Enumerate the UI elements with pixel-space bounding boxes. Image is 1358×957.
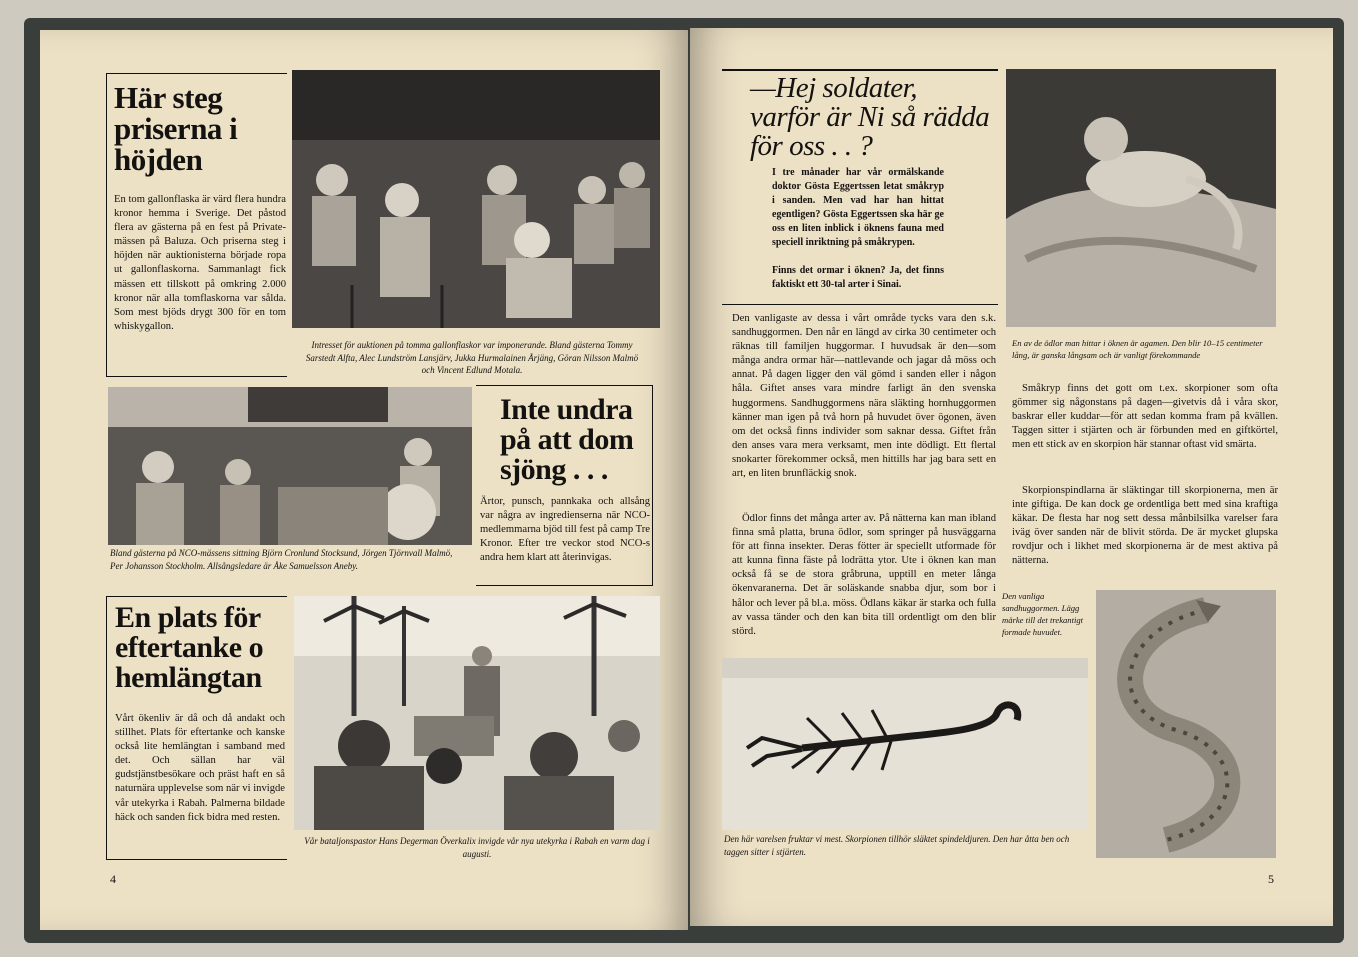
article-2-headline: Inte undra på att dom sjöng . . . (500, 393, 634, 486)
main-headline: —Hej soldater, varför är Ni så rädda för oss . . ? (750, 72, 990, 162)
body-col1-p1: Den vanligaste av dessa i vårt område tycks vara den s.k. sandhuggormen. Den når en längd av cirka 30 centimeter och räknas till familjen huggormar. I huvudsak är den—som många andra ormar här—nattlevande och jagar då möss och annat. På dagen ligger den väl gömd i sanden eller i någon håla. Giftet anses vara mindre farligt än den svenska huggormens. Sandhuggormens nära släkting hornhuggormen känner man igen på två horn på huvudet över ögonen, även om det också finns individer som saknar dessa. Giftet från den anses vara mera verksamt, men inte dödligt. Ett flertal snokarter förekommer också, men hittills har jag bara sett en art, en liten brunfläckig snok. (732, 313, 996, 480)
body-col1-p2: Ödlor finns det många arter av. På nätterna kan man ibland finna små platta, bruna ödlor, som springer på husväggarna för att finna insekter. Deras fötter är speciellt utformade för att kunna finna fäste på lodrätta ytor. Ute i öknen kan man också få se de stora gråbruna, upptill en meter långa ökenvaranerna. Det är soläskande snabba djur, som bor i hålor och lever på bl.a. möss. Ödlans käkar är starka och fulla av vassa tänder och den kan bita till ordentligt om den blir störd. (732, 513, 996, 637)
outdoor-church-photo (294, 596, 660, 830)
article-2-body: Ärtor, punsch, pannkaka och allsång var några av ingredienserna när NCO-medlemmarna bjöd till fest på camp Tre Kronor. Efter tre veckor stod NCO-s andra hem klart att återinvigas. (480, 496, 650, 564)
body-col2-p2: Skorpionspindlarna är släktingar till skorpionerna, men är inte giftiga. De kan dock ge ordentliga bett med sina kraftiga käkar. De flesta har nog sett dessa månbilsilka varelser fara iväg över sanden när de blivit störda. De är mycket glupska rovdjur och i likhet med skorpionerna är de mest aktiva på nätterna. (1012, 485, 1278, 567)
lead-bottom-rule (722, 304, 998, 305)
article-3-body: Vårt ökenliv är då och då andakt och stillhet. Plats för eftertanke och kanske också lite hemlängtan i samband med det. Och sällan har väl gudstjänstbesökare och präst haft en så naturnära upplevelse som när vi invigde vår utekyrka i Rabah. Palmerna bildade häck och sanden fick bidra med resten. (115, 713, 285, 823)
lizard-photo (1006, 69, 1276, 327)
scorpion-caption: Den här varelsen fruktar vi mest. Skorpionen tillhör släktet spindeldjuren. Den har åtta ben och taggen sitter i stjärten. (724, 834, 1070, 857)
article-3-headline: En plats för eftertanke o hemlängtan (115, 601, 264, 694)
nco-mess-caption: Bland gästerna på NCO-mässens sittning Björn Cronlund Stocksund, Jörgen Tjörnvall Malmö, Per Johansson Stockholm. Allsångsledare är Åke Samuelsson Aneby. (110, 548, 453, 571)
left-page (40, 30, 688, 930)
nco-mess-photo (108, 387, 472, 545)
lead-text-2: Finns det ormar i öknen? Ja, det finns faktiskt ett 30-tal arter i Sinai. (772, 265, 944, 290)
auction-photo (292, 70, 660, 328)
body-col2-p1: Småkryp finns det gott om t.ex. skorpioner som ofta gömmer sig någonstans på dagen—givetvis då i våra skor, baskrar eller kuddar—för att sedan komma fram på kvällen. Taggen sitter i stjärten och är förbunden med en giftkörtel, men ett stick av en skorpion här stannar oftast vid smärta. (1012, 383, 1278, 451)
article-1-headline: Här steg priserna i höjden (114, 80, 238, 177)
auction-caption: Intresset för auktionen på tomma gallonflaskor var imponerande. Bland gästerna Tommy Sarstedt Alfta, Alec Lundström Lansjärv, Jukka Hurmalainen Årjäng, Göran Nilsson Malmö och Vincent Edlund Motala. (305, 340, 639, 375)
lizard-caption: En av de ödlor man hittar i öknen är agamen. Den blir 10–15 centimeter lång, är ganska långsam och är vanligt förekommande (1012, 338, 1263, 360)
snake-photo (1096, 590, 1276, 858)
lead-text: I tre månader har vår ormälskande doktor Gösta Eggertssen letat småkryp i sanden. Men vad har han hittat egentligen? Gösta Eggertssen ska här ge oss en liten inblick i öknens fauna med speciell inriktning på småkrypen. (772, 167, 944, 248)
headline-top-rule (722, 69, 998, 71)
page-number-right: 5 (1268, 872, 1274, 886)
article-1-body: En tom gallonflaska är värd flera hundra kronor hemma i Sverige. Det påstod flera av gästerna på en fest på Private-mässen på Baluza. Och priserna steg i höjden när auktionisterna började ropa ut gallonflaskorna. Sammanlagt fick mässen ett tillskott på omkring 2.000 kronor när alla tomflaskorna var sålda. Som mest bjöds drygt 300 för en tom whiskygallon. (114, 194, 286, 332)
snake-caption: Den vanliga sandhuggormen. Lägg märke till det trekantigt formade huvudet. (1002, 591, 1084, 637)
scorpion-photo (722, 658, 1088, 830)
page-number-left: 4 (110, 872, 116, 886)
right-page (690, 28, 1333, 926)
outdoor-church-caption: Vår bataljonspastor Hans Degerman Överkalix invigde vår nya utekyrka i Rabah en varm dag i augusti. (304, 836, 650, 859)
